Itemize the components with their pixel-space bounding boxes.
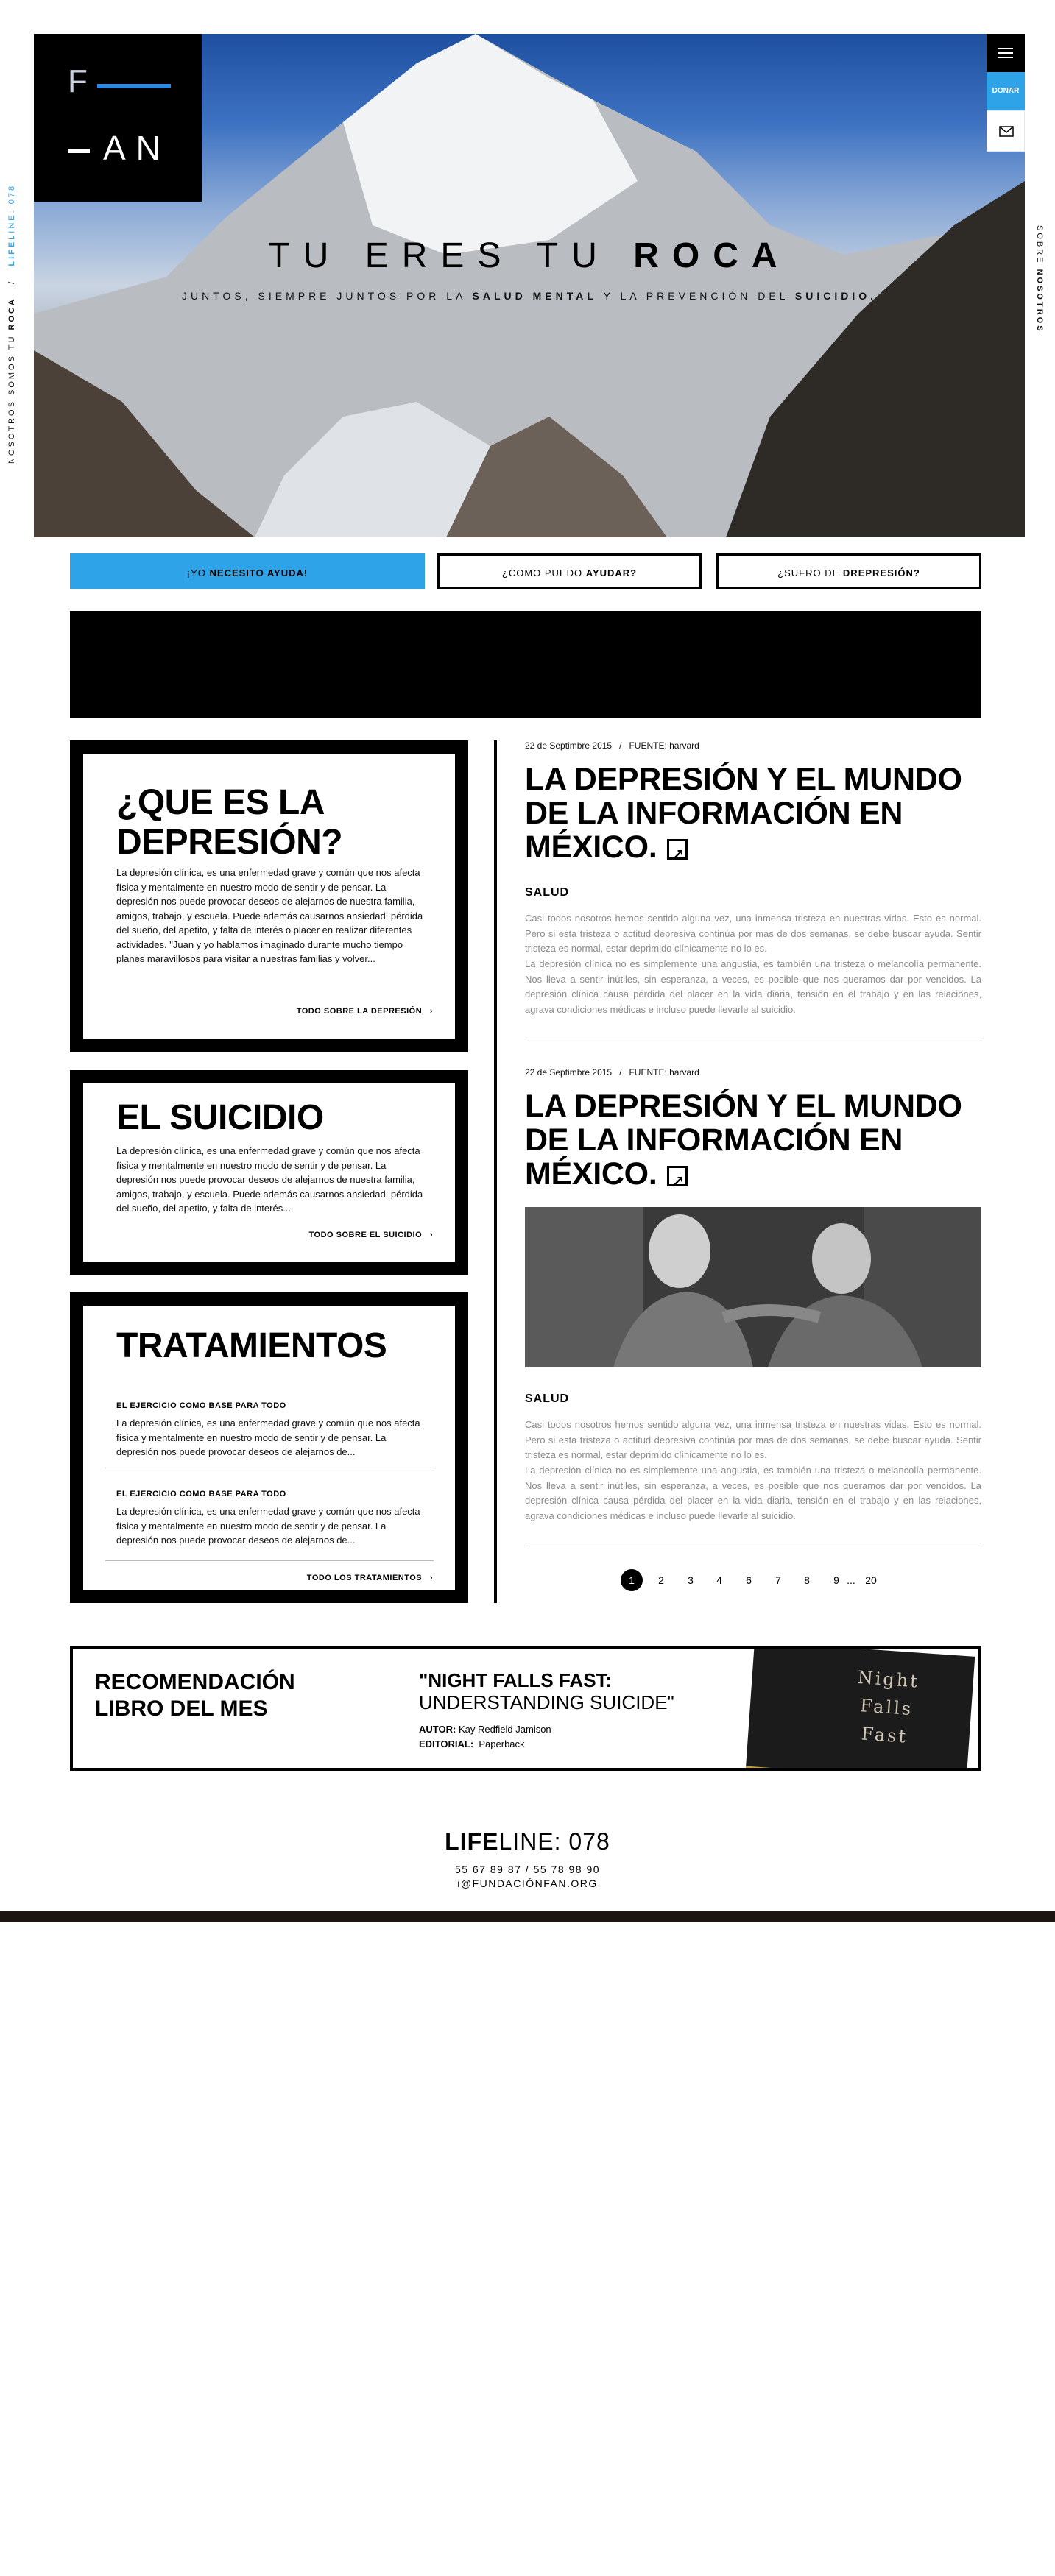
footer-bar — [0, 1911, 1055, 1922]
article-title[interactable]: LA DEPRESIÓN Y EL MUNDO DE LA INFORMACIÓN EN MÉXICO.↗ — [525, 1089, 981, 1191]
mail-button[interactable] — [987, 110, 1025, 152]
page-9[interactable]: 9 — [833, 1574, 839, 1586]
page-6[interactable]: 6 — [746, 1574, 752, 1586]
lifeline-number[interactable]: LIFELINE: 078 — [445, 1828, 610, 1855]
divider — [105, 1560, 434, 1561]
column-divider — [494, 740, 497, 1603]
article-category[interactable]: SALUD — [525, 1393, 570, 1405]
chevron-right-icon: › — [429, 1231, 433, 1239]
page-7[interactable]: 7 — [775, 1574, 781, 1586]
footer-phones[interactable]: 55 67 89 87 / 55 78 98 90 — [454, 1864, 601, 1875]
card-text: La depresión clínica, es una enfermedad grave y común que nos afecta física y mentalmente en nuestro modo de sentir y de pensar. La depresión nos puede provocar deseos de alejarnos de nuestra familia, amigos, trabajo, y escuela. Puede además causarnos ansiedad, pérdida del sueño, del apetito, y falta de interés o placer en realizar diferentes actividades. "Juan y yo hablamos imaginado durante mucho tiempo planes maravillosos para visitar a nuestras familias y volver... — [116, 867, 423, 964]
page-ellipsis: ... — [847, 1574, 855, 1586]
article-excerpt: La depresión clínica no es simplemente una angustia, es también una tristeza o melancolía permanente. Nos lleva a sentir inútiles, sin esperanza, a veces, es posible que nos queramos dar por vencidos. La depresión clínica causa pérdida del placer en la vida diaria, tensión en el trabajo y en las relaciones, agrava condiciones médicas e incluso puede llevarle al suicidio. — [525, 958, 981, 1015]
logo-bar-white — [68, 149, 90, 153]
article-photo[interactable] — [525, 1207, 981, 1367]
page-2[interactable]: 2 — [658, 1574, 664, 1586]
book-recommendation[interactable] — [70, 1646, 981, 1771]
card-depresion — [70, 740, 468, 1052]
page-3[interactable]: 3 — [688, 1574, 694, 1586]
card-suicidio — [70, 1070, 468, 1275]
article-excerpt: Casi todos nosotros hemos sentido alguna vez, una inmensa tristeza en nuestras vidas. Esto es normal. Pero si esta tristeza o actitud depresiva continúa por mas de dos semanas, se debe buscar ayuda. Sentir tristeza es normal, estar deprimido clínicamente no lo es. — [525, 1419, 981, 1460]
recommendation-heading: RECOMENDACIÓN LIBRO DEL MES — [95, 1670, 295, 1721]
article-meta: 22 de Septimbre 2015 / FUENTE: harvard — [525, 1067, 699, 1078]
card-tratamientos — [70, 1292, 468, 1603]
pagination — [621, 1569, 900, 1591]
article-title[interactable]: LA DEPRESIÓN Y EL MUNDO DE LA INFORMACIÓN EN MÉXICO.↗ — [525, 762, 981, 864]
chevron-right-icon: › — [429, 1574, 433, 1582]
book-meta: AUTOR: Kay Redfield Jamison EDITORIAL: Paperback — [419, 1724, 551, 1749]
logo-bar-blue — [97, 84, 171, 88]
how-help-button[interactable]: ¿COMO PUEDO AYUDAR? — [437, 553, 702, 589]
external-link-icon[interactable] — [667, 1166, 688, 1186]
treatment-heading[interactable]: EL EJERCICIO COMO BASE PARA TODO — [116, 1401, 286, 1410]
treatment-text: La depresión clínica, es una enfermedad grave y común que nos afecta física y mentalmente en nuestro modo de sentir y de pensar. La depresión nos puede provocar deseos de alejarnos de... — [116, 1418, 420, 1457]
hero-title: TU ERES TU ROCA — [268, 236, 791, 275]
hamburger-icon — [998, 48, 1013, 49]
article-excerpt: Casi todos nosotros hemos sentido alguna vez, una inmensa tristeza en nuestras vidas. Esto es normal. Pero si esta tristeza o actitud depresiva continúa por mas de dos semanas, se debe buscar ayuda. Sentir tristeza es normal, estar deprimido clínicamente no lo es. — [525, 913, 981, 954]
chevron-right-icon: › — [429, 1007, 433, 1016]
boys-photo — [525, 1207, 981, 1367]
external-link-icon[interactable] — [667, 839, 688, 860]
donate-button[interactable]: DONAR — [987, 72, 1025, 110]
book-title: "NIGHT FALLS FAST: UNDERSTANDING SUICIDE" — [419, 1669, 674, 1713]
hero-subtitle: JUNTOS, SIEMPRE JUNTOS POR LA SALUD MENTAL Y LA PREVENCIÓN DEL SUICIDIO. — [181, 290, 877, 302]
card-text: La depresión clínica, es una enfermedad grave y común que nos afecta física y mentalmente en nuestro modo de sentir y de pensar. La depresión nos puede provocar deseos de alejarnos de nuestra familia, amigos, trabajo, y escuela. Puede además causarnos ansiedad, pérdida del sueño, del apetito, y falta de interés... — [116, 1145, 423, 1214]
card-link-depresion[interactable]: TODO SOBRE LA DEPRESIÓN › — [296, 1007, 433, 1016]
about-link[interactable]: SOBRE NOSOTROS — [1035, 225, 1044, 333]
envelope-icon — [987, 111, 1026, 152]
need-help-button[interactable]: ¡YO NECESITO AYUDA! — [70, 553, 425, 589]
card-link-suicidio[interactable]: TODO SOBRE EL SUICIDIO › — [308, 1231, 433, 1239]
card-title: ¿QUE ES LA DEPRESIÓN? — [116, 783, 343, 862]
treatment-text: La depresión clínica, es una enfermedad grave y común que nos afecta física y mentalmente en nuestro modo de sentir y de pensar. La depresión nos puede provocar deseos de alejarnos de... — [116, 1506, 420, 1546]
page-8[interactable]: 8 — [804, 1574, 810, 1586]
page-4[interactable]: 4 — [716, 1574, 722, 1586]
treatment-heading[interactable]: EL EJERCICIO COMO BASE PARA TODO — [116, 1490, 286, 1498]
menu-button[interactable] — [987, 34, 1025, 72]
footer-email[interactable]: i@FUNDACIÓNFAN.ORG — [457, 1878, 598, 1889]
article-excerpt: La depresión clínica no es simplemente una angustia, es también una tristeza o melancolía permanente. Nos lleva a sentir inútiles, sin esperanza, a veces, es posible que nos queramos dar por vencidos. La depresión clínica causa pérdida del placer en la vida diaria, tensión en el trabajo y en las relaciones, agrava condiciones médicas e incluso puede llevarle al suicidio. — [525, 1465, 981, 1521]
article-meta: 22 de Septimbre 2015 / FUENTE: harvard — [525, 740, 699, 751]
card-link-tratamientos[interactable]: TODO LOS TRATAMIENTOS › — [306, 1574, 433, 1582]
logo-letter-f: F — [68, 63, 91, 99]
card-title: EL SUICIDIO — [116, 1098, 324, 1137]
page-1[interactable]: 1 — [621, 1569, 643, 1591]
page-20[interactable]: 20 — [865, 1574, 877, 1586]
book-cover-image: Night Falls Fast — [744, 1646, 975, 1771]
banner-placeholder — [70, 611, 981, 718]
suffer-depression-button[interactable]: ¿SUFRO DE DREPRESIÓN? — [716, 553, 981, 589]
article-category[interactable]: SALUD — [525, 886, 570, 899]
side-tagline: NOSOTROS SOMOS TU ROCA / LIFELINE: 078 — [7, 183, 16, 464]
site-logo[interactable] — [34, 34, 202, 202]
card-title: TRATAMIENTOS — [116, 1326, 387, 1365]
logo-letters-an: AN — [103, 129, 171, 167]
